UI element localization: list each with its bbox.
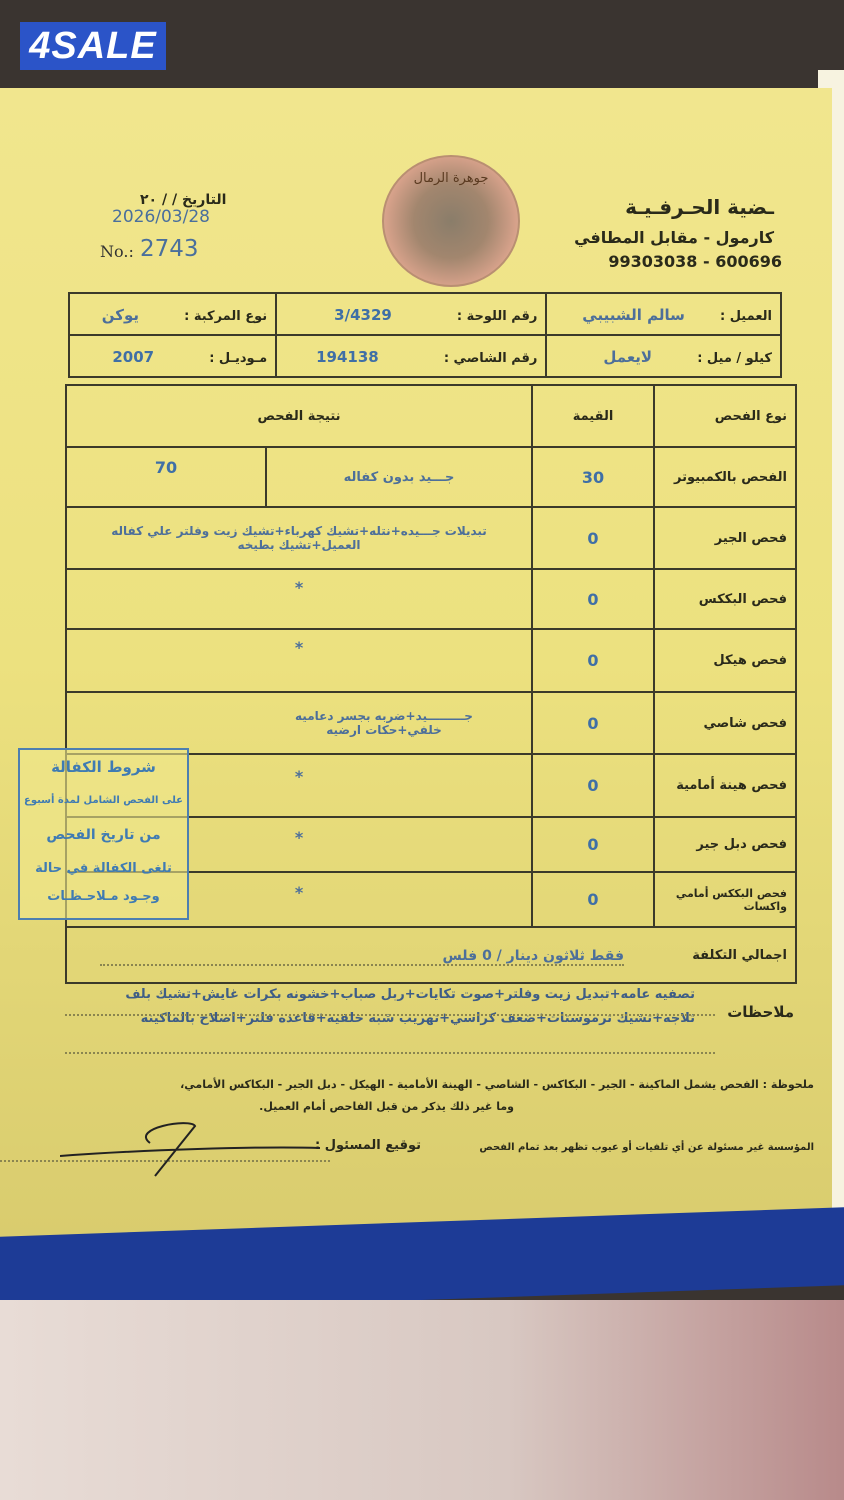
company-phones: 99303038 - 600696 [608, 252, 782, 271]
row-type: فحص البككس [654, 569, 796, 629]
row-result-extra: 70 [66, 447, 266, 507]
row-type: الفحص بالكمبيوتر [654, 447, 796, 507]
row-type: فحص هينة أمامية [654, 754, 796, 817]
row-type: فحص هيكل [654, 629, 796, 692]
row-value: 0 [532, 817, 654, 872]
warranty-line: تلغى الكفالة في حالة [35, 861, 172, 876]
table-row [66, 447, 796, 507]
total-value: فقط ثلاثون دينار / 0 فلس [100, 948, 624, 966]
signature-label: توقيع المسئول : [315, 1138, 421, 1153]
row-type: فحص شاصي [654, 692, 796, 754]
watermark-logo: 4SALE [20, 22, 166, 70]
customer-label: العميل : [719, 308, 772, 324]
row-value: 0 [532, 507, 654, 569]
date-value: 2026/03/28 [112, 207, 210, 227]
row-value: 30 [532, 447, 654, 507]
model-value: 2007 [112, 347, 155, 366]
chassis-value: 194138 [316, 347, 379, 366]
vehicle-info-table [68, 292, 782, 378]
km-label: كيلو / ميل : [697, 350, 772, 366]
row-value: 0 [532, 569, 654, 629]
company-address: كارمول - مقابل المطافي [574, 228, 774, 247]
warranty-line: من تاريخ الفحص [46, 827, 161, 843]
row-type: فحص الجير [654, 507, 796, 569]
model-label: مـوديـل : [209, 350, 268, 366]
company-name: ـضية الحـرفـيـة [625, 195, 774, 219]
emblem-text: جوهرة الرمال [413, 171, 489, 186]
km-value: لايعمل [603, 347, 653, 366]
row-result: * [66, 817, 532, 872]
header-value: القيمة [532, 385, 654, 447]
row-type: فحص البككس أمامي واكسات [654, 872, 796, 927]
signature-scribble [60, 1118, 320, 1178]
notes-line [65, 1014, 715, 1016]
vehicle-type-label: نوع المركبة : [184, 308, 268, 324]
number-label: No.: [100, 242, 134, 261]
disclaimer: المؤسسة غير مسئولة عن أي تلفيات أو عيوب تظهر بعد تمام الفحص [479, 1142, 814, 1153]
row-result: تبديلات جـــيده+نتله+تشيك كهرباء+تشيك زيت وفلتر علي كفاله العميل+تشيك بطيخه [66, 507, 532, 569]
plate-label: رقم اللوحة : [456, 308, 538, 324]
row-result: * [66, 569, 532, 629]
row-result: * [66, 872, 532, 927]
plate-value: 3/4329 [334, 305, 392, 324]
row-value: 0 [532, 692, 654, 754]
warranty-line: على الفحص الشامل لمدة أسبوع [24, 795, 183, 806]
footer-note: ملحوظة : الفحص يشمل الماكينة - الجير - البكاكس - الشاصي - الهينة الأمامية - الهيكل - دبل الجير - البكاكس الأمامي، [180, 1078, 814, 1091]
notes-line [65, 1052, 715, 1054]
row-value: 0 [532, 754, 654, 817]
warranty-line: وجـود مـلاحـظـات [47, 889, 160, 904]
row-type: فحص دبل جير [654, 817, 796, 872]
chassis-label: رقم الشاصي : [443, 350, 538, 366]
row-result: * [66, 754, 532, 817]
row-result: جـــــــــيد+ضربه بجسر دعاميه خلفي+حكات ارضيه [66, 692, 532, 754]
vehicle-type-value: يوكن [101, 305, 139, 324]
row-result: * [66, 629, 532, 692]
row-value: 0 [532, 872, 654, 927]
warranty-title: شروط الكفالة [51, 758, 156, 776]
number-value: 2743 [140, 236, 199, 262]
customer-value: سالم الشبيبي [582, 305, 685, 324]
notes-label: ملاحظات [727, 1003, 794, 1021]
total-label: اجمالي التكلفة [654, 927, 796, 983]
company-emblem [382, 155, 520, 287]
notes-text: تصفيه عامه+تبديل زيت وفلتر+صوت تكايات+ربل صباب+خشونه بكرات غايش+تشيك بلف ثلاجه+تشيك ترموستات+ضعف كراسي+تهريب شبه خلفيه+قاعده فلتر+اصلاح بالماكينه [125, 987, 695, 1026]
header-result: نتيجة الفحص [66, 385, 532, 447]
header-type: نوع الفحص [654, 385, 796, 447]
warranty-stamp [18, 748, 189, 920]
footer-note-2: وما غير ذلك يذكر من قبل الفاحص أمام العميل. [259, 1100, 514, 1113]
row-result: جـــيد بدون كفاله [266, 447, 532, 507]
date-label: التاريخ / / ٢٠ [140, 192, 227, 208]
row-value: 0 [532, 629, 654, 692]
background-surface [0, 1300, 844, 1500]
